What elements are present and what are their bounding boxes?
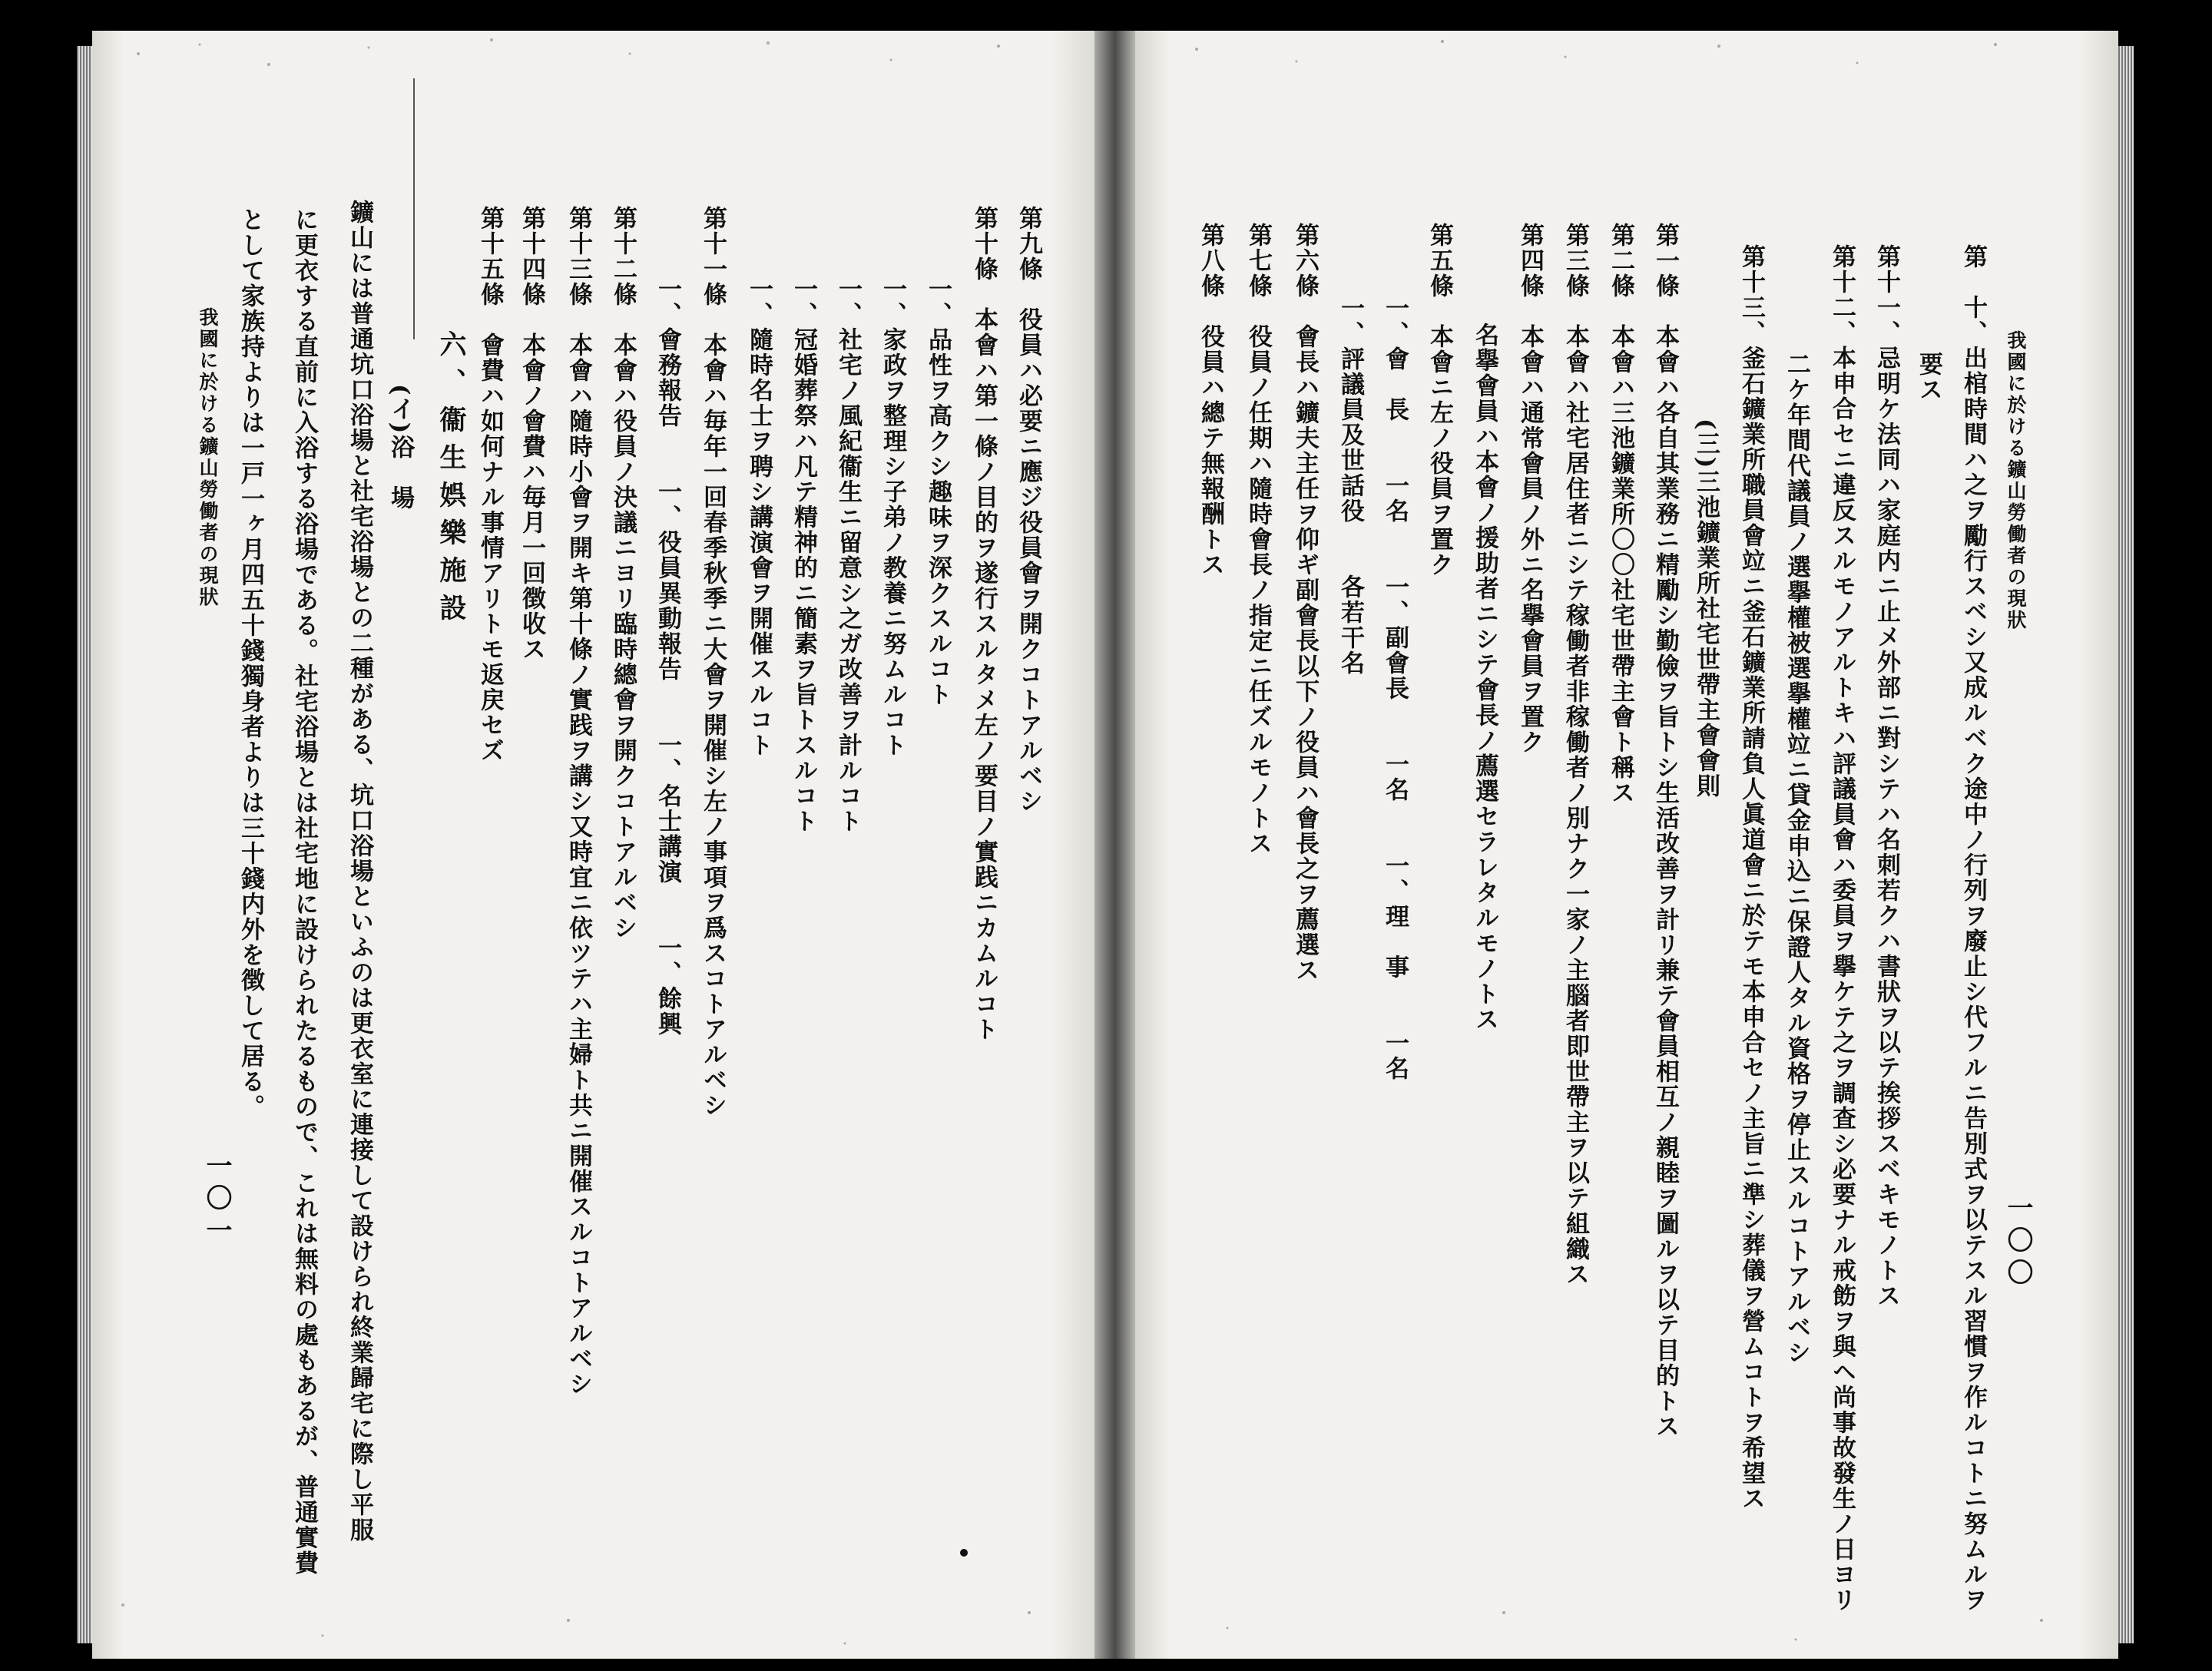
article-10: [970, 206, 998, 1042]
page-number: 一〇一: [201, 1152, 232, 1249]
indented-line: 名擧會員ハ本會ノ援助者ニシテ會長ノ薦選セラレタルモノトス: [1471, 323, 1498, 1032]
article-text: 本會ハ役員ノ決議ニヨリ臨時總會ヲ開クコトアルベシ: [609, 333, 637, 941]
article-number: 第二條: [1607, 223, 1634, 299]
article-3: [1563, 223, 1587, 1287]
article-6: [1291, 223, 1319, 983]
rule-11: [1874, 244, 1898, 1309]
page-number: 一〇〇: [2002, 1194, 2033, 1291]
body-line: として家族持よりは一戸一ヶ月四五十錢獨身者よりは三十錢内外を徴して居る。: [237, 207, 264, 1120]
article-1: [1653, 223, 1677, 1439]
list-item: 一、會務報告 一、役員異動報告 一、名士講演 一、餘興: [654, 276, 681, 1037]
article-text: 役員ノ任期ハ隨時會長ノ指定ニ任ズルモノトス: [1244, 324, 1272, 856]
rule-number: 第十一、: [1873, 244, 1900, 346]
article-15: [478, 206, 502, 763]
rule-text: 忌明ケ法同ハ家庭内ニ止メ外部ニ對シテハ名刺若クハ書狀ヲ以テ挨拶スベキモノトス: [1873, 346, 1900, 1309]
article-5: [1427, 223, 1451, 577]
article-number: 第十五條: [476, 206, 504, 307]
article-text: 本會ハ第一條ノ目的ヲ遂行スルタメ左ノ要目ノ實践ニカムルコト: [970, 307, 998, 1042]
article-text: 本會ニ左ノ役員ヲ置ク: [1426, 324, 1453, 577]
rule-text: 出棺時間ハ之ヲ勵行スベシ又成ルベク途中ノ行列ヲ廢止シ代フルニ告別式ヲ以テスル習慣ヲ作ルコトニ努ムルヲ: [1959, 346, 1987, 1613]
article-number: 第四條: [1516, 223, 1544, 299]
article-text: 本會ハ通常會員ノ外ニ名擧會員ヲ置ク: [1516, 324, 1544, 755]
article-text: 會長ハ鑛夫主任ヲ仰ギ副會長以下ノ役員ハ會長之ヲ薦選ス: [1291, 324, 1319, 983]
list-item: 一、社宅ノ風紀衞生ニ留意シ之ガ改善ヲ計ルコト: [834, 276, 862, 834]
article-number: 第十一條: [699, 206, 727, 307]
rule-13: [1739, 244, 1763, 1511]
body-line: に更衣する直前に入浴する浴場である。社宅浴場とは社宅地に設けられたるもので、これは無料の處もあるが、普通實費: [290, 207, 318, 1576]
article-2: [1608, 223, 1632, 806]
article-number: 第九條: [1015, 206, 1042, 282]
article-12: [609, 206, 637, 941]
article-number: 第三條: [1561, 223, 1589, 299]
book-gutter: [1094, 31, 1135, 1659]
rule-text: 釜石鑛業所職員會竝ニ釜石鑛業所請負人眞道會ニ於テモ本申合セノ主旨ニ準シ葬儀ヲ營ムコトヲ希望ス: [1737, 346, 1765, 1511]
rule-continuation: 二ケ年間代議員ノ選擧權被選擧權竝ニ貸金申込ニ保證人タル資格ヲ停止スルコトアルベシ: [1783, 352, 1810, 1365]
article-8: [1198, 223, 1222, 577]
article-13: [566, 206, 590, 1397]
article-text: 本會ハ社宅居住者ニシテ稼働者非稼働者ノ別ナク一家ノ主腦者即世帶主ヲ以テ組織ス: [1561, 324, 1589, 1287]
article-4: [1516, 223, 1544, 755]
left-page-edge: [77, 46, 92, 1643]
officers-line: 一、評議員及世話役 各若干名: [1336, 296, 1364, 676]
article-number: 第十四條: [518, 206, 545, 307]
article-number: 第十三條: [565, 206, 592, 307]
article-text: 本會ハ各自其業務ニ精勵シ勤儉ヲ旨トシ生活改善ヲ計リ兼テ會員相互ノ親睦ヲ圖ルヲ以テ目的トス: [1651, 324, 1679, 1439]
rule-10: [1961, 244, 1985, 1613]
article-number: 第十條: [970, 206, 998, 282]
article-7: [1246, 223, 1270, 856]
list-item: 一、冠婚葬祭ハ凡テ精神的ニ簡素ヲ旨トスルコト: [790, 276, 817, 834]
section-title: (三)三池鑛業所社宅世帶主會會則: [1692, 419, 1720, 799]
article-text: 本會ハ三池鑛業所〇〇社宅世帶主會ト稱ス: [1607, 324, 1634, 806]
article-text: 會費ハ如何ナル事情アリトモ返戻セズ: [476, 333, 504, 763]
list-item: 一、隨時名士ヲ聘シ講演會ヲ開催スルコト: [745, 276, 773, 758]
list-item: 一、家政ヲ整理シ子弟ノ教養ニ努ムルコト: [879, 276, 906, 758]
article-11: [699, 206, 727, 1118]
header-rule: [413, 78, 415, 339]
body-line: 鑛山には普通坑口浴場と社宅浴場との二種がある、坑口浴場といふのは更衣室に連接して設けられ終業歸宅に際し平服: [346, 200, 373, 1543]
section-heading: 六、衞生娯樂施設: [435, 330, 467, 631]
article-text: 本會ハ毎年一回春季秋季ニ大會ヲ開催シ左ノ事項ヲ爲スコトアルベシ: [699, 333, 727, 1118]
article-text: 役員ハ必要ニ應ジ役員會ヲ開クコトアルベシ: [1015, 307, 1042, 814]
officers-line: 一、會 長 一名 一、副會長 一名 一、理 事 一名: [1381, 296, 1409, 1081]
article-14: [519, 206, 543, 662]
article-number: 第七條: [1244, 223, 1272, 299]
rule-12: [1828, 244, 1856, 1613]
article-number: 第十二條: [609, 206, 637, 307]
article-text: 本會ハ隨時小會ヲ開キ第十條ノ實践ヲ講シ又時宜ニ依ツテハ主婦ト共ニ開催スルコトアルベシ: [565, 333, 592, 1397]
article-number: 第六條: [1291, 223, 1319, 299]
rule-number: 第十二、: [1828, 244, 1856, 346]
article-number: 第八條: [1197, 223, 1224, 299]
article-number: 第五條: [1426, 223, 1453, 299]
right-page-edge: [2118, 46, 2134, 1643]
running-head: 我國に於ける鑛山勞働者の現狀: [2005, 330, 2027, 631]
list-item: 一、品性ヲ高クシ趣味ヲ深クスルコト: [924, 276, 952, 707]
subsection-title: (イ)浴 場: [386, 384, 414, 511]
rule-number: 第十三、: [1737, 244, 1765, 346]
rule-number: 第 十、: [1959, 244, 1987, 346]
rule-continuation: 要ス: [1915, 352, 1942, 402]
article-9: [1016, 206, 1040, 814]
rule-text: 本申合セニ違反スルモノアルトキハ評議員會ハ委員ヲ擧ケテ之ヲ調査シ必要ナル戒飭ヲ與ヘ尚事故發生ノ日ヨリ: [1828, 346, 1856, 1613]
article-text: 役員ハ總テ無報酬トス: [1197, 324, 1224, 577]
article-number: 第一條: [1651, 223, 1679, 299]
running-head: 我國に於ける鑛山勞働者の現狀: [197, 307, 219, 608]
article-text: 本會ノ會費ハ毎月一回徴收ス: [518, 333, 545, 662]
